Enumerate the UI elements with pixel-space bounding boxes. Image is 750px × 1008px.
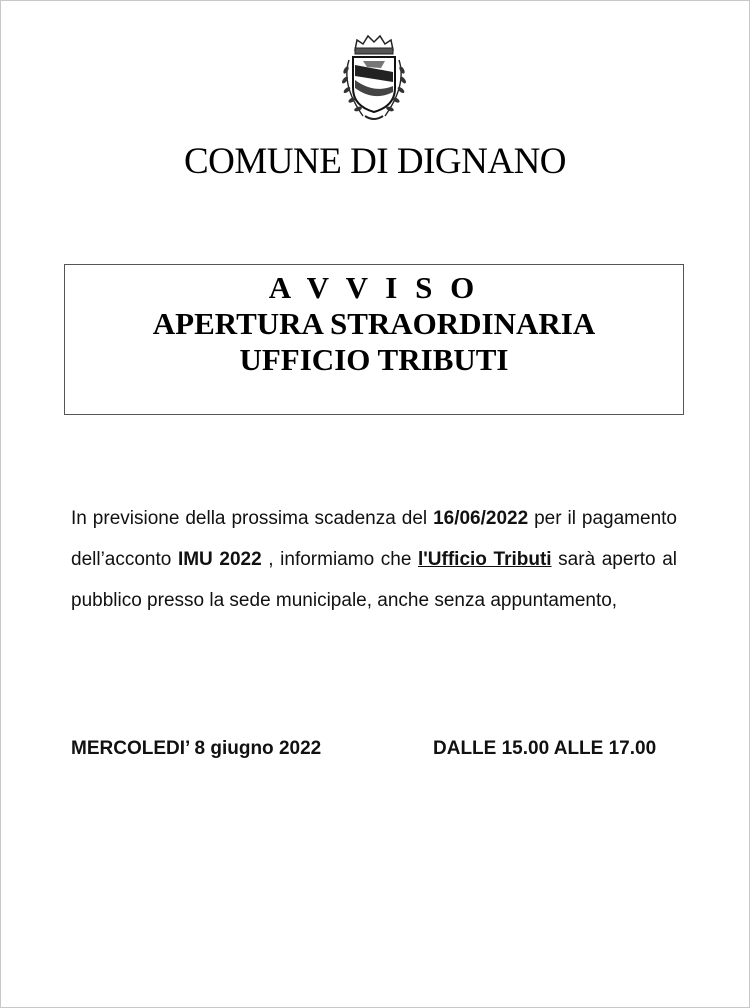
notice-subheading: APERTURA STRAORDINARIA [152, 306, 596, 341]
notice-body [71, 498, 677, 621]
office-name: l'Ufficio Tributi [418, 549, 552, 570]
comune-title: COMUNE DI DIGNANO [183, 141, 567, 182]
municipal-crest-icon [333, 30, 415, 126]
notice-heading: A V V I S O [268, 270, 480, 305]
body-text-part: In previsione della prossima scadenza del [71, 508, 434, 529]
notice-office: UFFICIO TRIBUTI [239, 342, 509, 377]
body-text-part: per il pagamento dell’acconto [71, 508, 677, 570]
tax-name: IMU 2022 [177, 549, 262, 570]
body-text-part: sarà aperto al pubblico presso la sede municipale, anche senza appuntamento, [71, 549, 678, 611]
deadline-date: 16/06/2022 [433, 508, 529, 529]
schedule-day: MERCOLEDI’ 8 giugno 2022 [71, 738, 322, 759]
schedule-hours: DALLE 15.00 ALLE 17.00 [433, 738, 657, 759]
body-text-part: , informiamo che [261, 549, 418, 570]
notice-box [64, 264, 684, 415]
